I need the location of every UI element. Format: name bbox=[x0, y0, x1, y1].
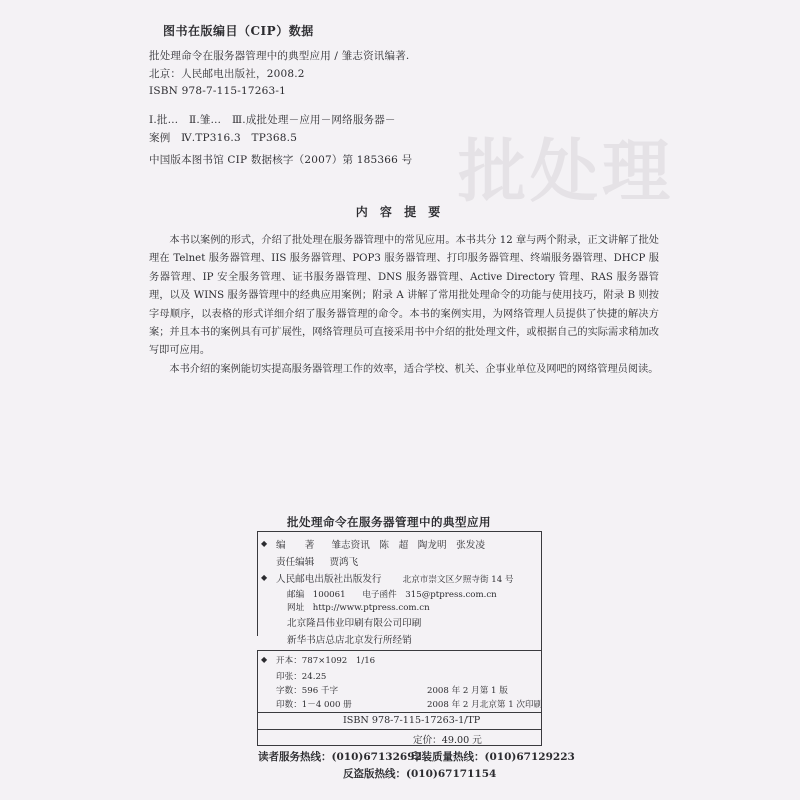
address: 北京市崇文区夕照寺街 14 号 bbox=[402, 575, 514, 585]
printing: 2008 年 2 月北京第 1 次印刷 bbox=[427, 700, 543, 710]
colophon-rule bbox=[257, 531, 542, 532]
isbn: ISBN 978-7-115-17263-1/TP bbox=[343, 715, 481, 726]
summary-title: 内 容 提 要 bbox=[355, 205, 445, 219]
colophon-right-border bbox=[541, 531, 542, 745]
cip-line: 案例 Ⅳ.TP316.3 TP368.5 bbox=[149, 132, 298, 144]
anti-piracy-hotline: 反盗版热线：(010)67171154 bbox=[343, 768, 497, 780]
colophon-book-name: 批处理命令在服务器管理中的典型应用 bbox=[287, 515, 491, 529]
words: 字数：596 千字 bbox=[276, 686, 339, 696]
colophon-left-border bbox=[257, 531, 258, 636]
price: 定价：49.00 元 bbox=[413, 735, 482, 746]
reader-service-hotline: 读者服务热线：(010)67132692 bbox=[258, 751, 422, 763]
summary-paragraph: 本书介绍的案例能切实提高服务器管理工作的效率，适合学校、机关、企事业单位及网吧的网络管理员阅读。 bbox=[169, 363, 659, 375]
publisher-row bbox=[276, 571, 514, 585]
cip-line: 中国版本图书馆 CIP 数据核字（2007）第 185366 号 bbox=[149, 154, 413, 166]
watermark: 批处理 bbox=[458, 133, 675, 212]
distributor: 新华书店总店北京发行所经销 bbox=[287, 635, 412, 646]
cip-line: Ⅰ.批… Ⅱ.雏… Ⅲ.成批处理－应用－网络服务器－ bbox=[149, 114, 396, 126]
colophon-rule bbox=[257, 712, 542, 713]
printer: 北京隆昌伟业印刷有限公司印刷 bbox=[287, 618, 422, 629]
postcode: 邮编 100061 bbox=[287, 590, 346, 600]
authors: 雏志资讯 陈 超 陶龙明 张发凌 bbox=[331, 540, 485, 551]
editor-row bbox=[276, 554, 358, 568]
email: 电子函件 315@ptpress.com.cn bbox=[362, 590, 497, 600]
colophon-rule bbox=[257, 729, 542, 730]
diamond-bullet-icon: ◆ bbox=[261, 539, 268, 548]
editor-label: 责任编辑 bbox=[276, 557, 315, 568]
diamond-bullet-icon: ◆ bbox=[261, 573, 268, 582]
cip-line: ISBN 978-7-115-17263-1 bbox=[149, 85, 287, 97]
website: 网址 http://www.ptpress.com.cn bbox=[287, 603, 430, 613]
summary-paragraph: 本书以案例的形式，介绍了批处理在服务器管理中的常见应用。本书共分 12 章与两个附录，正文讲解了批处理在 Telnet 服务器管理、IIS 服务器管理、POP3 服务器管理、打印服务器管理、终端服务器管理、DHCP 服务器管理、IP 安全服务管理、证书服务器管理、DNS 服务器管理、Active Directory 管理、RAS 服务器管理，以及 WINS 服务器管理中的经典应用案例；附录 A 讲解了常用批处理命令的功能与使用技巧，附录 B 则按字母顺序，以表格的形式详细介绍了服务器管理的命令。本书的案例实用，为网络管理人员提供了快捷的解决方案；并且本书的案例具有可扩展性，网络管理员可直接采用书中介绍的批处理文件，或根据自己的实际需求稍加改写即可应用。 bbox=[149, 235, 659, 357]
print-run: 印数：1－4 000 册 bbox=[276, 700, 352, 710]
publisher: 人民邮电出版社出版发行 bbox=[276, 574, 382, 585]
colophon-left-border bbox=[257, 650, 258, 745]
format: 开本：787×1092 1/16 bbox=[276, 656, 376, 666]
sheets: 印张：24.25 bbox=[276, 672, 327, 682]
contact-row bbox=[287, 588, 497, 600]
editor: 贾鸿飞 bbox=[329, 557, 359, 568]
summary-body bbox=[149, 232, 659, 379]
author-row bbox=[276, 537, 485, 551]
cip-line: 北京：人民邮电出版社，2008.2 bbox=[149, 68, 305, 80]
edition: 2008 年 2 月第 1 版 bbox=[427, 686, 508, 696]
cip-line: 批处理命令在服务器管理中的典型应用 / 雏志资讯编著. bbox=[149, 50, 410, 62]
colophon-rule bbox=[257, 745, 542, 746]
author-label: 编 著 bbox=[276, 540, 315, 551]
cip-title: 图书在版编目（CIP）数据 bbox=[163, 24, 314, 38]
print-quality-hotline: 印装质量热线：(010)67129223 bbox=[411, 751, 575, 763]
colophon-rule bbox=[257, 650, 542, 651]
diamond-bullet-icon: ◆ bbox=[261, 655, 268, 664]
